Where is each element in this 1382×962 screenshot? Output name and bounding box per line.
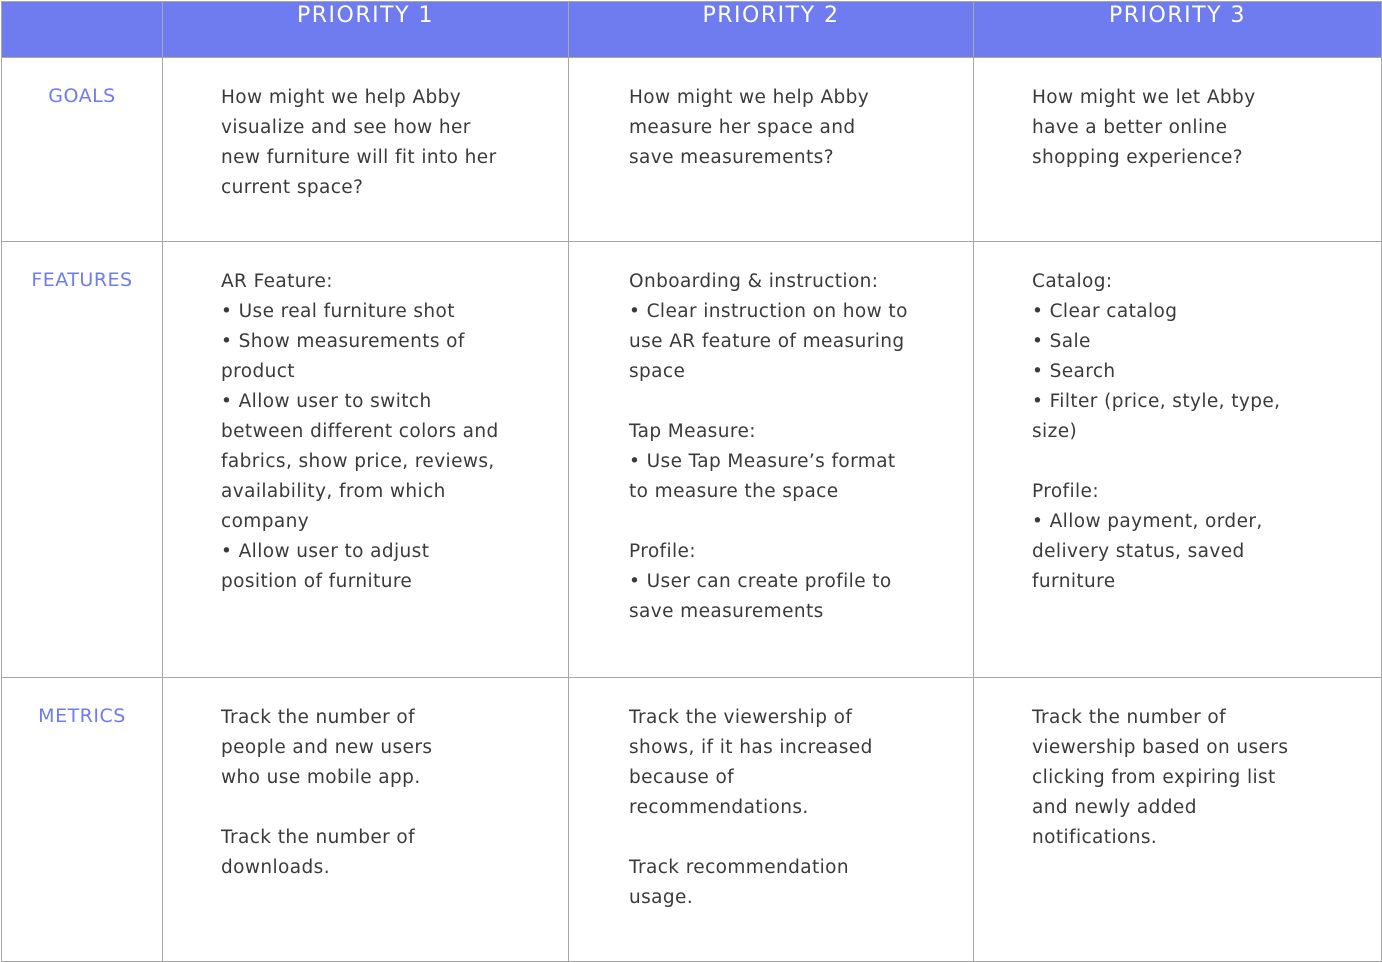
header-priority-2: PRIORITY 2: [569, 2, 974, 58]
header-row: [2, 2, 1382, 58]
header-priority-3: PRIORITY 3: [974, 2, 1382, 58]
features-priority-3-cell: Catalog: • Clear catalog • Sale • Search • Filter (price, style, type, size) Profile: • Allow payment, order, delivery status, saved furniture: [974, 242, 1382, 678]
metrics-row-label: METRICS: [2, 678, 163, 962]
features-row: [2, 242, 1382, 678]
priority-matrix-table: [1, 1, 1382, 962]
goals-row: [2, 58, 1382, 242]
features-row-label: FEATURES: [2, 242, 163, 678]
features-priority-2-cell: Onboarding & instruction: • Clear instruction on how to use AR feature of measuring space Tap Measure: • Use Tap Measure’s format to measure the space Profile: • User can create profile to save measurements: [569, 242, 974, 678]
metrics-priority-3-cell: Track the number of viewership based on users clicking from expiring list and newly added notifications.: [974, 678, 1382, 962]
metrics-row: [2, 678, 1382, 962]
goals-priority-2-cell: How might we help Abby measure her space and save measurements?: [569, 58, 974, 242]
header-priority-1: PRIORITY 1: [163, 2, 569, 58]
goals-row-label: GOALS: [2, 58, 163, 242]
header-corner-cell: [2, 2, 163, 58]
goals-priority-3-cell: How might we let Abby have a better online shopping experience?: [974, 58, 1382, 242]
features-priority-1-cell: AR Feature: • Use real furniture shot • Show measurements of product • Allow user to switch between different colors and fabrics, show price, reviews, availability, from which company • Allow user to adjust position of furniture: [163, 242, 569, 678]
goals-priority-1-cell: How might we help Abby visualize and see how her new furniture will fit into her current space?: [163, 58, 569, 242]
metrics-priority-2-cell: Track the viewership of shows, if it has increased because of recommendations. Track recommendation usage.: [569, 678, 974, 962]
metrics-priority-1-cell: Track the number of people and new users who use mobile app. Track the number of downloads.: [163, 678, 569, 962]
